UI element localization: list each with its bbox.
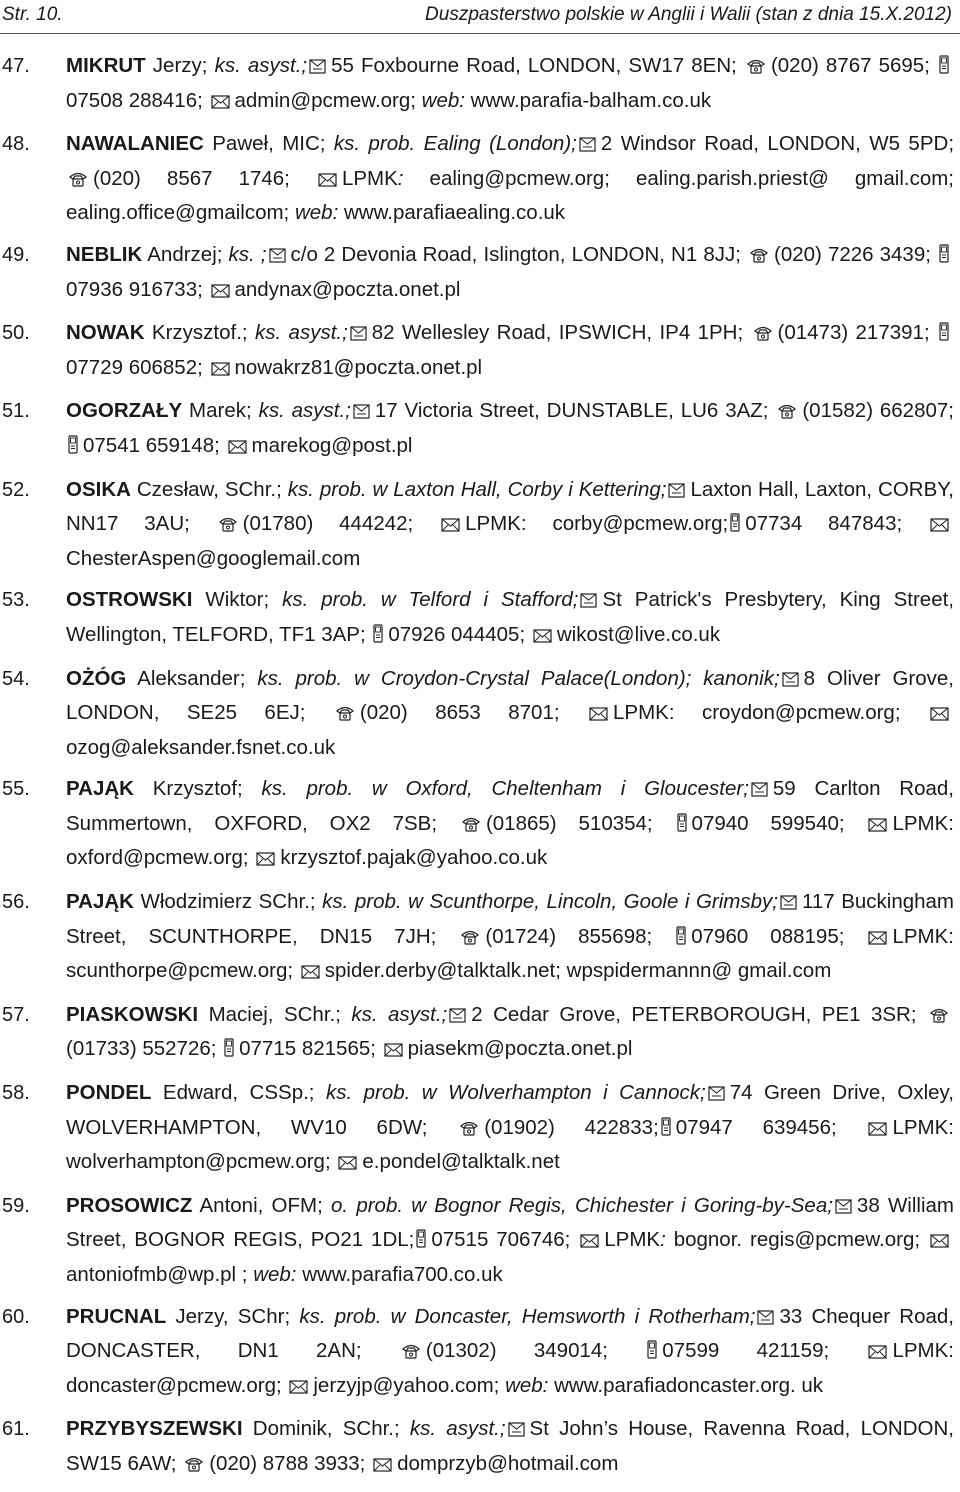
entry-detail: Edward, CSSp.; — [151, 1081, 326, 1105]
directory-entry — [0, 50, 960, 119]
role-text: ks. prob. w Croydon-Crystal Palace(London); kanonik; — [257, 666, 780, 690]
entry-detail: Wiktor; — [192, 588, 283, 612]
mobile-phone-icon — [68, 432, 78, 465]
telephone-icon — [749, 241, 769, 274]
role-text: ks. prob. w Wolverhampton i Cannock; — [325, 1081, 706, 1105]
entry-number: 49. — [2, 243, 30, 266]
entry-text — [66, 1301, 954, 1405]
entry-detail: 07508 288416; — [66, 88, 209, 112]
role-text: ks. prob. w Oxford, Cheltenham i Gloucester; — [261, 777, 749, 801]
email-envelope-icon — [301, 957, 320, 990]
entry-detail: c/o 2 Devonia Road, Islington, LONDON, N1 8JJ; — [290, 242, 748, 266]
entry-text — [66, 663, 954, 765]
entry-detail: Jerzy; — [145, 54, 215, 77]
email-envelope-icon — [930, 1226, 949, 1259]
entry-text — [66, 317, 954, 386]
entry-text — [66, 128, 954, 230]
role-text: o. prob. w Bognor Regis, Chichester i Goring-by-Sea; — [331, 1193, 833, 1217]
entry-detail: Maciej, SChr.; — [198, 1002, 352, 1026]
entry-text — [66, 886, 954, 990]
entry-detail: andynax@poczta.onet.pl — [234, 277, 461, 301]
entry-detail: ChesterAspen@googlemail.com — [66, 546, 361, 570]
entry-detail: 33 Chequer Road, DONCASTER, DN1 2AN; — [66, 1304, 954, 1363]
email-envelope-icon — [211, 354, 230, 387]
envelope-address-icon — [309, 52, 326, 85]
entry-detail: www.parafiadoncaster.org. uk — [548, 1373, 824, 1397]
entry-detail: (01865) 510354; — [485, 811, 675, 835]
entry-number: 57. — [2, 1003, 30, 1026]
role-text: ks. prob. w Scunthorpe, Lincoln, Goole i Grimsby; — [322, 890, 778, 914]
entry-detail: Paweł, MIC; — [203, 132, 334, 156]
entry-detail: St Patrick's Presbytery, King Street, Wellington, TELFORD, TF1 3AP; — [66, 588, 954, 646]
surname: PONDEL — [66, 1081, 152, 1105]
telephone-icon — [746, 52, 766, 85]
entry-detail: 07729 606852; — [66, 355, 209, 379]
entry-detail: (01733) 552726; — [66, 1037, 223, 1061]
directory-entry — [0, 317, 960, 386]
entry-detail: Czesław, SChr.; — [130, 477, 288, 501]
role-text: ks. prob. w Doncaster, Hemsworth i Rotherham; — [299, 1304, 756, 1328]
entry-text — [66, 239, 954, 308]
entry-detail: (020) 7226 3439; — [774, 242, 937, 266]
header-rule — [0, 33, 960, 34]
entry-number: 53. — [2, 589, 30, 612]
surname: NAWALANIEC — [66, 132, 204, 156]
entry-detail: ealing@pcmew.org; ealing.parish.priest@ gmail.com; ealing.office@gmailcom; — [66, 166, 954, 225]
envelope-address-icon — [449, 1001, 466, 1034]
entry-number: 47. — [2, 55, 30, 77]
surname: MIKRUT — [66, 54, 146, 77]
email-envelope-icon — [589, 699, 608, 732]
entry-detail: Jerzy, SChr; — [166, 1304, 300, 1328]
entry-number: 55. — [2, 778, 30, 801]
envelope-address-icon — [508, 1415, 525, 1448]
entry-detail: 07947 639456; — [675, 1115, 867, 1139]
entry-number: 51. — [2, 400, 30, 423]
surname: OŻÓG — [66, 666, 127, 690]
header-title: Duszpasterstwo polskie w Anglii i Walii (stan z dnia 15.X.2012) — [425, 4, 952, 25]
email-envelope-icon — [228, 432, 247, 465]
role-text: ks. ; — [228, 242, 267, 266]
entry-detail: 07936 916733; — [66, 277, 209, 301]
directory-entry — [0, 474, 960, 576]
mobile-phone-icon — [939, 52, 949, 85]
entry-detail: piasekm@poczta.onet.pl — [407, 1037, 633, 1061]
entry-detail: www.parafia-balham.co.uk — [464, 88, 712, 112]
telephone-icon — [68, 165, 88, 198]
entry-detail: www.parafiaealing.co.uk — [338, 201, 566, 225]
entry-text — [66, 395, 954, 464]
entry-detail: 07940 599540; — [691, 811, 867, 835]
mobile-phone-icon — [416, 1226, 426, 1259]
entry-detail: Krzysztof; — [133, 777, 262, 801]
email-envelope-icon — [256, 844, 275, 877]
surname: PIASKOWSKI — [66, 1002, 199, 1026]
entry-detail: Dominik, SChr.; — [242, 1417, 410, 1441]
directory-entry — [0, 1413, 960, 1482]
role-text: : — [397, 166, 404, 190]
entry-detail: 07715 821565; — [239, 1037, 382, 1061]
entry-detail: (01582) 662807; — [802, 399, 954, 423]
role-text: ks. prob. w Laxton Hall, Corby i Kettering; — [287, 477, 667, 501]
email-envelope-icon — [533, 621, 552, 654]
entry-detail: 82 Wellesley Road, IPSWICH, IP4 1PH; — [371, 321, 751, 345]
entry-detail: wikost@live.co.uk — [556, 622, 721, 646]
email-envelope-icon — [868, 1337, 887, 1370]
envelope-address-icon — [751, 775, 768, 808]
directory-entry — [0, 999, 960, 1068]
directory-list — [0, 50, 960, 1492]
telephone-icon — [335, 699, 355, 732]
entry-detail: jerzyjp@yahoo.com; — [313, 1373, 506, 1397]
surname: PRUCNAL — [66, 1304, 167, 1328]
entry-detail: LPMK: oxford@pcmew.org; — [66, 811, 955, 870]
role-text: ks. asyst.; — [214, 54, 308, 77]
entry-detail: (020) 8567 1746; — [93, 166, 316, 190]
mobile-phone-icon — [939, 319, 949, 352]
surname: PRZYBYSZEWSKI — [66, 1417, 243, 1441]
telephone-icon — [459, 1114, 479, 1147]
entry-detail: Andrzej; — [142, 242, 229, 266]
envelope-address-icon — [757, 1303, 774, 1336]
entry-detail: 117 Buckingham Street, SCUNTHORPE, DN15 7JH; — [66, 890, 954, 948]
telephone-icon — [401, 1337, 421, 1370]
entry-detail: 55 Foxbourne Road, LONDON, SW17 8EN; — [331, 54, 744, 77]
role-text: web: — [253, 1263, 297, 1286]
email-envelope-icon — [211, 87, 230, 120]
entry-text — [66, 1413, 954, 1482]
telephone-icon — [929, 1001, 949, 1034]
entry-number: 48. — [2, 133, 30, 156]
entry-detail: Włodzimierz SChr.; — [133, 890, 323, 914]
entry-detail: bognor. regis@pcmew.org; — [665, 1228, 928, 1252]
email-envelope-icon — [580, 1226, 599, 1259]
entry-detail: www.parafia700.co.uk — [296, 1263, 503, 1286]
role-text: ks. prob. w Telford i Stafford; — [282, 588, 579, 612]
entry-detail: (01473) 217391; — [777, 321, 937, 345]
envelope-address-icon — [580, 586, 597, 619]
directory-entry — [0, 584, 960, 653]
envelope-address-icon — [708, 1079, 725, 1112]
role-text: ks. asyst.; — [409, 1417, 506, 1441]
role-text: web: — [421, 88, 465, 112]
role-text: ks. asyst.; — [254, 321, 348, 345]
role-text: web: — [505, 1373, 549, 1397]
mobile-phone-icon — [677, 810, 687, 843]
entry-detail: admin@pcmew.org; — [234, 88, 422, 112]
entry-detail: (020) 8653 8701; — [359, 701, 587, 725]
role-text: ks. prob. Ealing (London); — [333, 132, 577, 156]
surname: OSTROWSKI — [66, 588, 193, 612]
telephone-icon — [460, 923, 480, 956]
envelope-address-icon — [269, 241, 286, 274]
email-envelope-icon — [289, 1372, 308, 1405]
entry-detail: 8 Oliver Grove, LONDON, SE25 6EJ; — [66, 666, 954, 725]
role-text: ks. asyst.; — [351, 1002, 448, 1026]
envelope-address-icon — [350, 319, 367, 352]
entry-detail: LPMK: corby@pcmew.org; — [465, 512, 729, 536]
page-header — [0, 0, 960, 34]
entry-detail: LPMK: scunthorpe@pcmew.org; — [66, 924, 954, 983]
entry-detail: Marek; — [182, 399, 259, 423]
email-envelope-icon — [868, 1114, 887, 1147]
entry-detail: (01302) 349014; — [425, 1339, 646, 1363]
surname: PAJĄK — [66, 777, 134, 801]
entry-text — [66, 773, 954, 877]
mobile-phone-icon — [939, 241, 949, 274]
entry-detail: Antoni, OFM; — [192, 1193, 332, 1217]
directory-entry — [0, 1077, 960, 1181]
directory-entry — [0, 886, 960, 990]
role-text: : — [660, 1228, 666, 1252]
entry-detail: 2 Cedar Grove, PETERBOROUGH, PE1 3SR; — [471, 1002, 927, 1026]
mobile-phone-icon — [647, 1337, 657, 1370]
envelope-address-icon — [780, 888, 797, 921]
entry-detail: 07515 706746; — [431, 1228, 579, 1252]
page-number: Str. 10. — [2, 4, 63, 25]
entry-text — [66, 999, 954, 1068]
directory-entry — [0, 128, 960, 230]
surname: NEBLIK — [66, 242, 143, 266]
entry-detail: (020) 8767 5695; — [770, 54, 937, 77]
entry-detail: 07599 421159; — [662, 1339, 867, 1363]
email-envelope-icon — [868, 923, 887, 956]
entry-text — [66, 584, 954, 653]
entry-detail: domprzyb@hotmail.com — [397, 1451, 619, 1475]
mobile-phone-icon — [373, 621, 383, 654]
directory-entry — [0, 773, 960, 877]
mobile-phone-icon — [661, 1114, 671, 1147]
entry-detail: krzysztof.pajak@yahoo.co.uk — [280, 846, 548, 870]
entry-detail: 59 Carlton Road, Summertown, OXFORD, OX2 7SB; — [66, 777, 954, 835]
email-envelope-icon — [930, 510, 949, 543]
entry-number: 60. — [2, 1305, 30, 1328]
entry-number: 61. — [2, 1418, 30, 1441]
telephone-icon — [461, 810, 481, 843]
directory-entry — [0, 1301, 960, 1405]
entry-detail: (01780) 444242; — [242, 512, 440, 536]
entry-detail: 74 Green Drive, Oxley, WOLVERHAMPTON, WV10 6DW; — [66, 1081, 954, 1139]
entry-number: 52. — [2, 478, 30, 501]
email-envelope-icon — [868, 810, 887, 843]
entry-detail: LPMK — [604, 1228, 661, 1252]
telephone-icon — [777, 397, 797, 430]
surname: OGORZAŁY — [66, 399, 183, 423]
entry-detail: 07960 088195; — [691, 924, 867, 948]
entry-detail: 07541 659148; — [83, 433, 226, 457]
entry-text — [66, 50, 954, 119]
entry-detail: nowakrz81@poczta.onet.pl — [234, 355, 483, 379]
directory-entry — [0, 395, 960, 464]
envelope-address-icon — [668, 476, 685, 509]
surname: OSIKA — [66, 477, 131, 501]
email-envelope-icon — [211, 276, 230, 309]
entry-detail: Aleksander; — [126, 666, 258, 690]
entry-detail: e.pondel@talktalk.net — [362, 1150, 560, 1174]
mobile-phone-icon — [676, 923, 686, 956]
entry-detail: LPMK — [341, 166, 398, 190]
entry-detail: St John’s House, Ravenna Road, LONDON, SW15 6AW; — [66, 1417, 954, 1475]
surname: PAJĄK — [66, 890, 134, 914]
role-text: web: — [294, 201, 339, 225]
email-envelope-icon — [318, 165, 337, 198]
entry-text — [66, 474, 954, 576]
entry-detail: Krzysztof.; — [144, 321, 255, 345]
entry-number: 50. — [2, 322, 30, 345]
entry-detail: marekog@post.pl — [251, 433, 413, 457]
email-envelope-icon — [384, 1035, 403, 1068]
entry-text — [66, 1190, 954, 1292]
envelope-address-icon — [579, 130, 596, 163]
entry-detail: (01724) 855698; — [485, 924, 675, 948]
entry-text — [66, 1077, 954, 1181]
entry-detail: (020) 8788 3933; — [209, 1451, 372, 1475]
entry-detail: antoniofmb@wp.pl ; — [66, 1263, 254, 1286]
entry-detail: 07734 847843; — [745, 512, 928, 536]
telephone-icon — [218, 510, 238, 543]
directory-entry — [0, 239, 960, 308]
entry-detail: spider.derby@talktalk.net; wpspidermannn@ gmail.com — [324, 959, 832, 983]
email-envelope-icon — [441, 510, 460, 543]
envelope-address-icon — [782, 665, 799, 698]
mobile-phone-icon — [224, 1035, 234, 1068]
directory-entry — [0, 663, 960, 765]
entry-detail: LPMK: wolverhampton@pcmew.org; — [66, 1115, 954, 1174]
entry-detail: (01902) 422833; — [484, 1115, 659, 1139]
role-text: ks. asyst.; — [258, 399, 351, 423]
surname: NOWAK — [66, 321, 145, 345]
entry-detail: 2 Windsor Road, LONDON, W5 5PD; — [600, 132, 955, 156]
entry-detail: LPMK: croydon@pcmew.org; — [613, 701, 928, 725]
email-envelope-icon — [930, 699, 949, 732]
directory-entry — [0, 1190, 960, 1292]
mobile-phone-icon — [730, 510, 740, 543]
envelope-address-icon — [353, 397, 370, 430]
entry-number: 56. — [2, 891, 30, 914]
entry-number: 58. — [2, 1082, 30, 1105]
envelope-address-icon — [835, 1192, 852, 1225]
entry-detail: 17 Victoria Street, DUNSTABLE, LU6 3AZ; — [374, 399, 776, 423]
entry-detail: Laxton Hall, Laxton, CORBY, NN17 3AU; — [66, 477, 955, 536]
telephone-icon — [753, 319, 773, 352]
surname: PROSOWICZ — [66, 1193, 193, 1217]
entry-detail: 38 William Street, BOGNOR REGIS, PO21 1DL; — [66, 1193, 954, 1252]
entry-detail: ozog@aleksander.fsnet.co.uk — [66, 735, 336, 759]
entry-number: 54. — [2, 667, 30, 690]
entry-detail: 07926 044405; — [388, 622, 531, 646]
email-envelope-icon — [338, 1148, 357, 1181]
entry-number: 59. — [2, 1194, 30, 1217]
entry-detail: LPMK: doncaster@pcmew.org; — [66, 1339, 955, 1397]
